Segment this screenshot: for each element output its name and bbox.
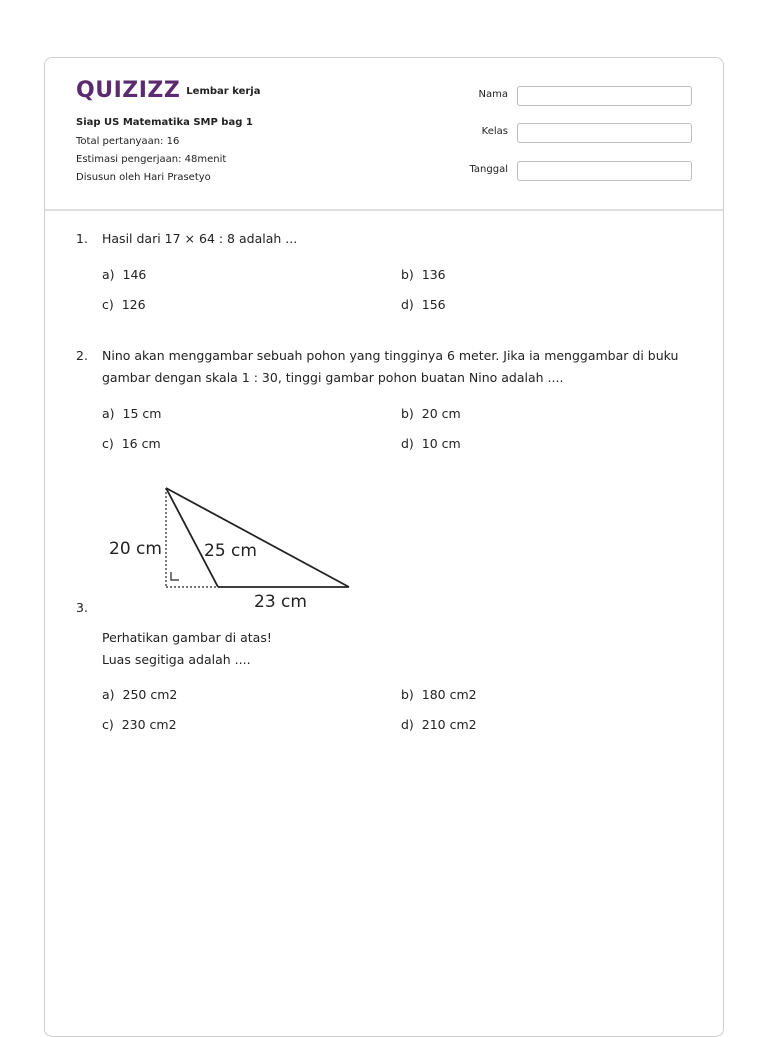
brand — [76, 78, 260, 103]
question-2-option-d[interactable]: d) 10 cm — [401, 436, 461, 451]
question-3-option-b[interactable]: b) 180 cm2 — [401, 687, 477, 702]
question-2-number: 2. — [76, 348, 88, 363]
name-field[interactable] — [517, 86, 692, 106]
sheet-type-label: Lembar kerja — [186, 86, 261, 97]
right-angle-marker — [171, 572, 179, 580]
question-1-text: Hasil dari 17 × 64 : 8 adalah ... — [102, 231, 298, 246]
question-3-text — [102, 627, 682, 671]
class-label: Kelas — [481, 126, 508, 137]
date-label: Tanggal — [469, 164, 508, 175]
question-2-text — [102, 345, 682, 389]
date-field[interactable] — [517, 161, 692, 181]
quizizz-logo: QUIZIZZ — [76, 78, 181, 103]
question-1-option-d[interactable]: d) 156 — [401, 297, 446, 312]
triangle-figure — [100, 480, 360, 610]
base-label: 23 cm — [254, 592, 307, 610]
question-1-option-a[interactable]: a) 146 — [102, 267, 147, 282]
question-3-number: 3. — [76, 600, 88, 615]
question-2-text-line-2: gambar dengan skala 1 : 30, tinggi gambar pohon buatan Nino adalah .... — [102, 370, 564, 385]
author: Disusun oleh Hari Prasetyo — [76, 172, 211, 183]
height-label: 20 cm — [109, 539, 162, 559]
question-2-text-line-1: Nino akan menggambar sebuah pohon yang tingginya 6 meter. Jika ia menggambar di buku — [102, 348, 679, 363]
name-label: Nama — [478, 89, 508, 100]
question-3-text-line-1: Perhatikan gambar di atas! — [102, 630, 272, 645]
question-2-option-b[interactable]: b) 20 cm — [401, 406, 461, 421]
question-1-option-c[interactable]: c) 126 — [102, 297, 146, 312]
class-field[interactable] — [517, 123, 692, 143]
quiz-title: Siap US Matematika SMP bag 1 — [76, 117, 253, 128]
triangle-side-long — [166, 488, 349, 587]
question-3-option-d[interactable]: d) 210 cm2 — [401, 717, 477, 732]
question-1-option-b[interactable]: b) 136 — [401, 267, 446, 282]
total-questions: Total pertanyaan: 16 — [76, 136, 180, 147]
hypotenuse-label: 25 cm — [204, 541, 257, 561]
question-2-option-c[interactable]: c) 16 cm — [102, 436, 161, 451]
estimated-time: Estimasi pengerjaan: 48menit — [76, 154, 227, 165]
question-3-text-line-2: Luas segitiga adalah .... — [102, 652, 251, 667]
question-2-option-a[interactable]: a) 15 cm — [102, 406, 162, 421]
worksheet-header — [45, 58, 723, 211]
question-1-number: 1. — [76, 231, 88, 246]
question-3-option-c[interactable]: c) 230 cm2 — [102, 717, 177, 732]
question-3-option-a[interactable]: a) 250 cm2 — [102, 687, 178, 702]
